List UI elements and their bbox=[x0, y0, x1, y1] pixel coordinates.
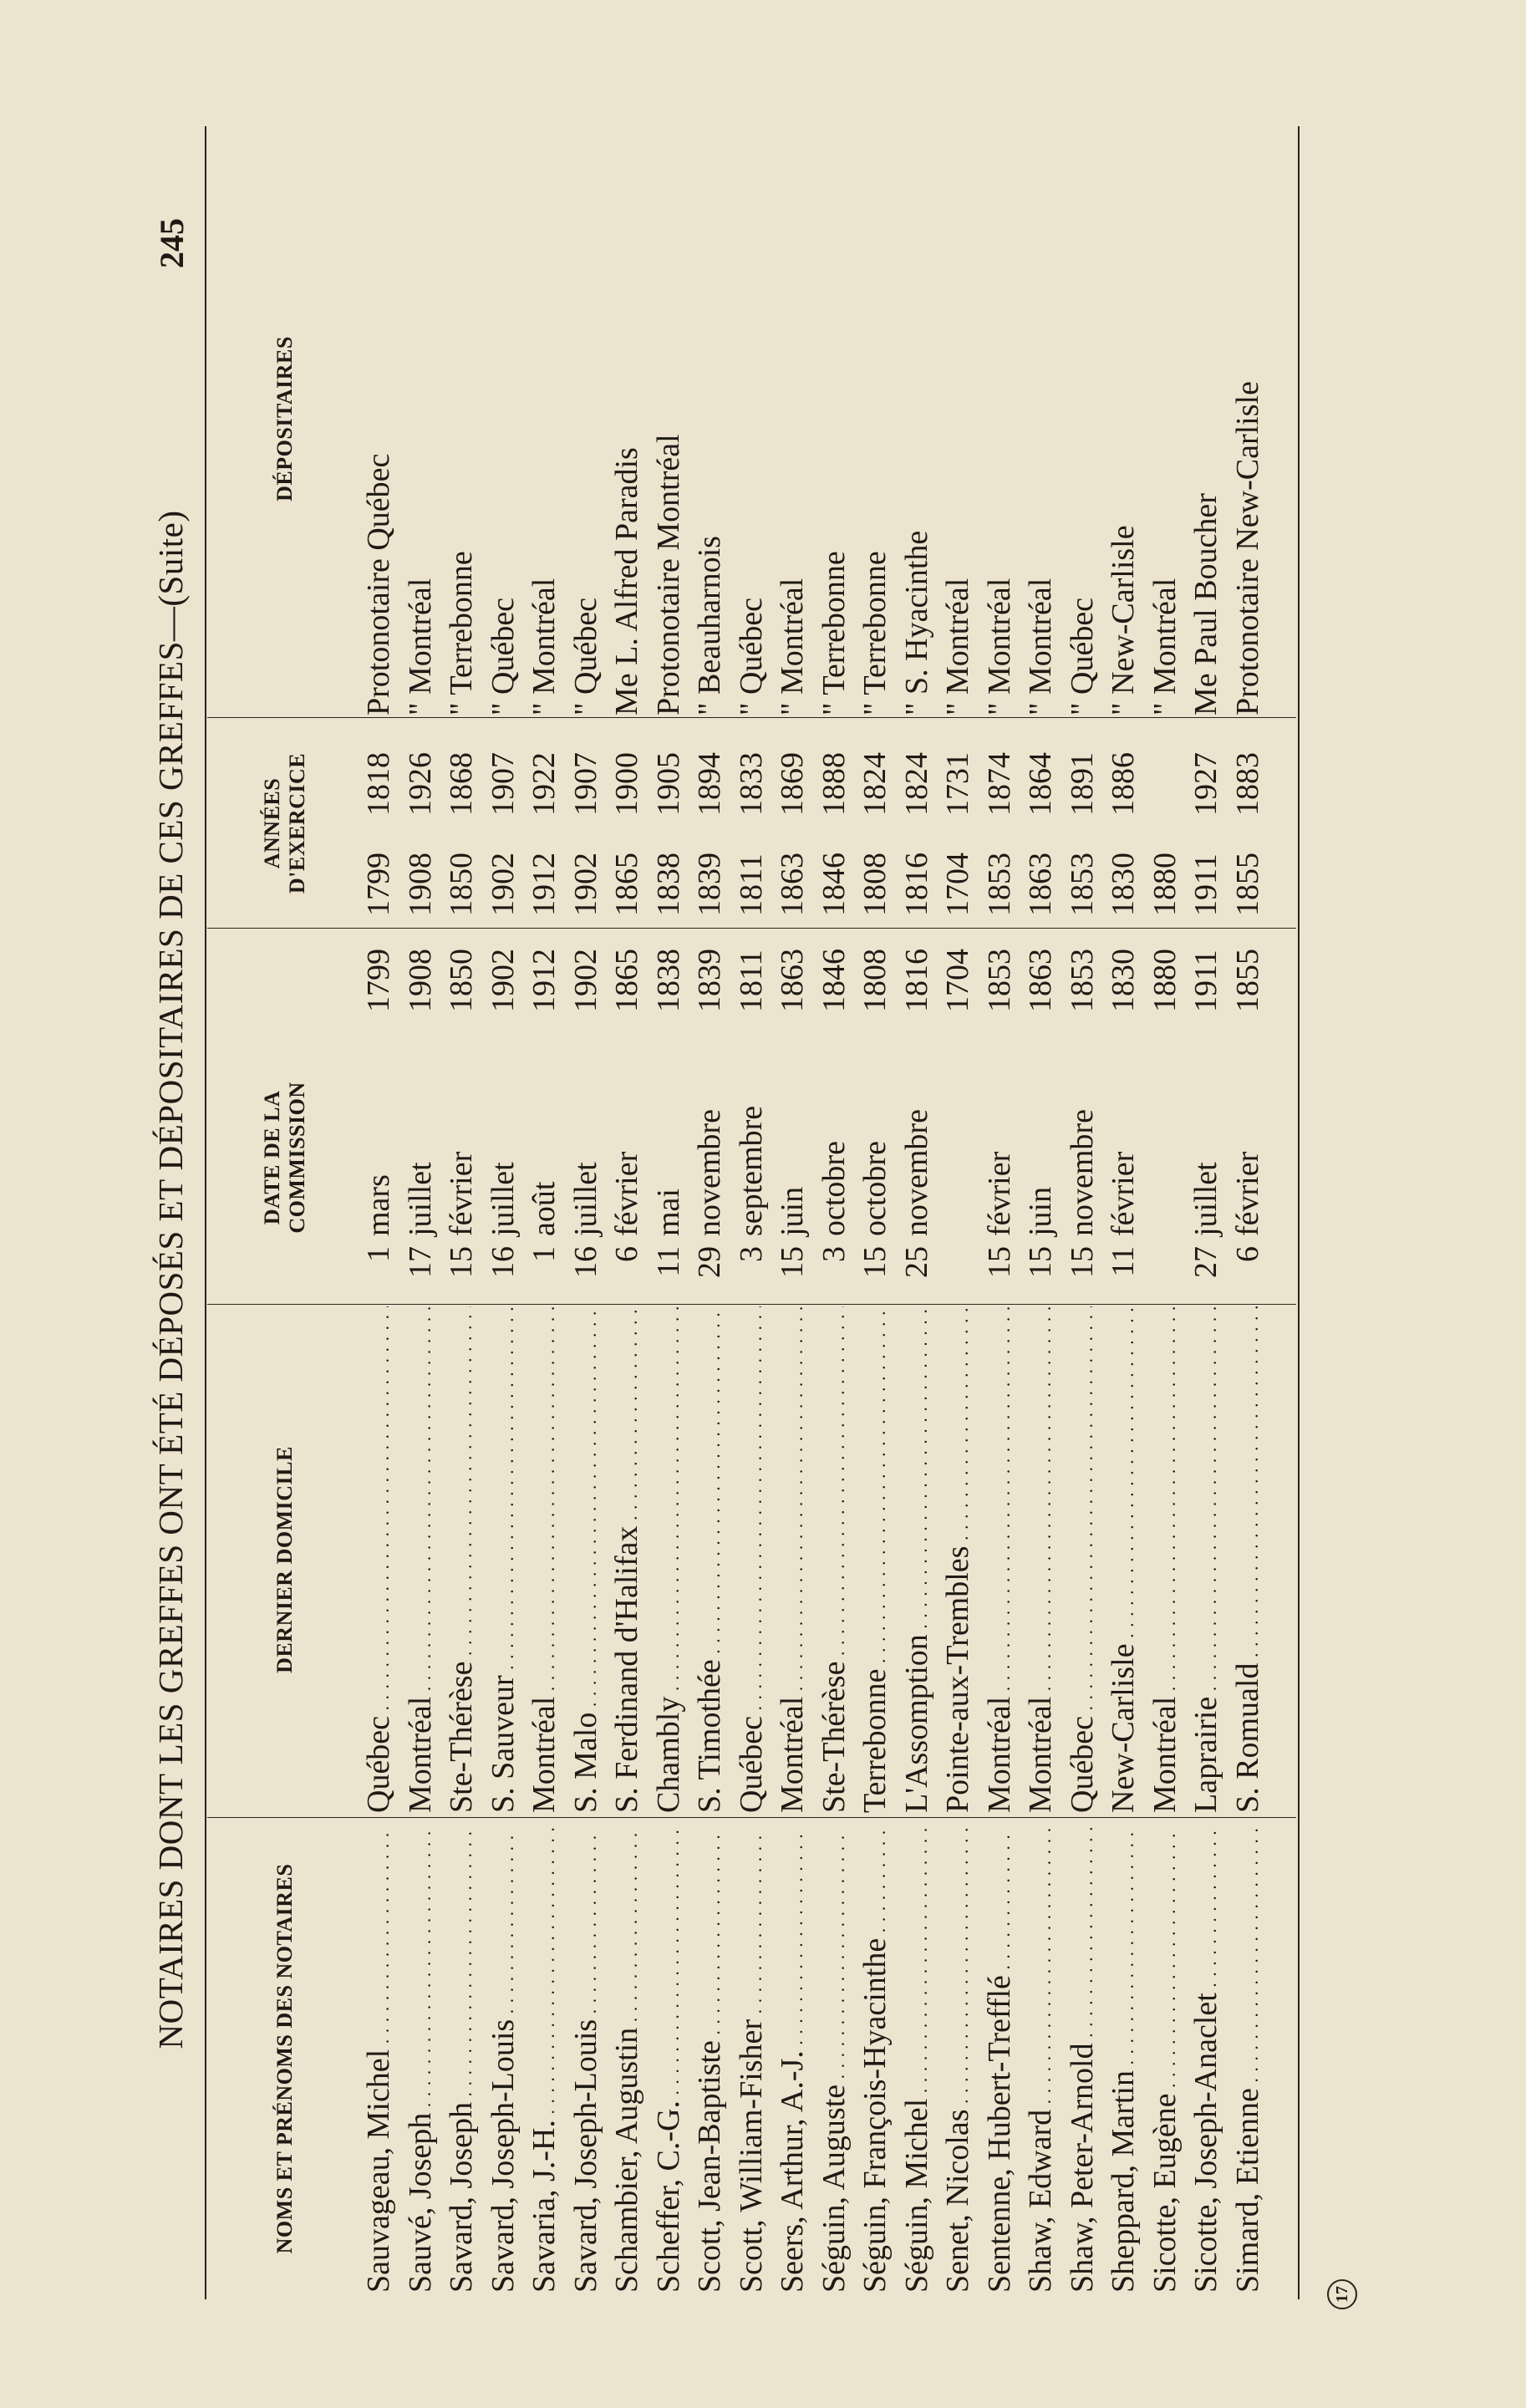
depositary: " Montréal bbox=[1023, 578, 1058, 715]
header-domicile: DERNIER DOMICILE bbox=[272, 1446, 298, 1673]
last-domicile: Québec . . . bbox=[733, 1306, 774, 1813]
commission-month: novembre bbox=[898, 1109, 934, 1236]
commission-month: août bbox=[526, 1181, 562, 1236]
exercise-end-year: 1922 bbox=[526, 752, 562, 816]
last-domicile: Pointe-aux-Trembles . . . bbox=[939, 1306, 980, 1813]
exercise-end-year: 1818 bbox=[361, 752, 396, 816]
exercise-end-year: 1926 bbox=[402, 752, 438, 816]
notary-name: Scheffer, C.-G. . . . bbox=[650, 1828, 691, 2293]
last-domicile: Québec . . . bbox=[1064, 1306, 1105, 1813]
commission-day: 3 bbox=[733, 1246, 769, 1262]
commission-month: juillet bbox=[485, 1162, 521, 1236]
depositary: Me L. Alfred Paradis bbox=[609, 447, 644, 715]
notary-name: Séguin, Michel . . . bbox=[898, 1828, 939, 2293]
commission-month: novembre bbox=[692, 1109, 727, 1236]
last-domicile: Laprairie . . . bbox=[1188, 1306, 1228, 1813]
commission-month: juillet bbox=[1188, 1162, 1223, 1236]
commission-year: 1902 bbox=[567, 949, 603, 1012]
exercise-end-year: 1886 bbox=[1106, 752, 1141, 816]
commission-year: 1863 bbox=[1023, 949, 1058, 1012]
exercise-end-year: 1869 bbox=[775, 752, 810, 816]
depositary: " Montréal bbox=[402, 578, 438, 715]
exercise-end-year: 1824 bbox=[857, 752, 893, 816]
notary-name: Shaw, Peter-Arnold . . . bbox=[1064, 1828, 1105, 2293]
last-domicile: L'Assomption . . . bbox=[898, 1306, 939, 1813]
notary-name: Savaria, J.-H. . . . bbox=[526, 1828, 567, 2293]
commission-day: 11 bbox=[650, 1246, 686, 1277]
notary-name: Schambier, Augustin . . . bbox=[608, 1828, 649, 2293]
exercise-start-year: 1799 bbox=[361, 853, 396, 916]
commission-month: février bbox=[1106, 1151, 1141, 1236]
depositary: " Beauharnois bbox=[692, 536, 727, 715]
depositary: " Montréal bbox=[526, 578, 562, 715]
commission-month: novembre bbox=[1064, 1109, 1100, 1236]
notary-name: Séguin, François-Hyacinthe . . . bbox=[857, 1828, 898, 2293]
commission-year: 1830 bbox=[1106, 949, 1141, 1012]
exercise-start-year: 1830 bbox=[1106, 853, 1141, 916]
commission-month: février bbox=[1229, 1151, 1265, 1236]
exercise-start-year: 1911 bbox=[1188, 853, 1223, 916]
exercise-start-year: 1880 bbox=[1147, 853, 1183, 916]
commission-year: 1799 bbox=[361, 949, 396, 1012]
depositary: " Québec bbox=[1064, 597, 1100, 715]
commission-month: octobre bbox=[816, 1141, 852, 1236]
last-domicile: S. Ferdinand d'Halifax . . . bbox=[608, 1306, 649, 1813]
commission-year: 1908 bbox=[402, 949, 438, 1012]
commission-day: 17 bbox=[402, 1246, 438, 1278]
commission-day: 15 bbox=[1064, 1246, 1100, 1278]
commission-year: 1902 bbox=[485, 949, 521, 1012]
exercise-end-year: 1907 bbox=[485, 752, 521, 816]
last-domicile: Montréal . . . bbox=[981, 1306, 1022, 1813]
exercise-end-year: 1883 bbox=[1229, 752, 1265, 816]
commission-day: 29 bbox=[692, 1246, 727, 1278]
table-row bbox=[358, 0, 399, 2408]
exercise-start-year: 1908 bbox=[402, 853, 438, 916]
depositary: " Québec bbox=[733, 597, 769, 715]
last-domicile: Montréal . . . bbox=[774, 1306, 815, 1813]
exercise-end-year: 1905 bbox=[650, 752, 686, 816]
exercise-start-year: 1853 bbox=[1064, 853, 1100, 916]
table-row bbox=[979, 0, 1020, 2408]
commission-month: juin bbox=[775, 1186, 810, 1236]
exercise-end-year: 1907 bbox=[567, 752, 603, 816]
commission-year: 1839 bbox=[692, 949, 727, 1012]
table-row bbox=[606, 0, 648, 2408]
page-number: 245 bbox=[153, 218, 191, 268]
notary-name: Séguin, Auguste . . . bbox=[816, 1828, 857, 2293]
last-domicile: Montréal . . . bbox=[402, 1306, 443, 1813]
commission-year: 1808 bbox=[857, 949, 893, 1012]
table-row bbox=[399, 0, 441, 2408]
depositary: " Montréal bbox=[981, 578, 1017, 715]
table-row bbox=[1185, 0, 1227, 2408]
notary-name: Sentenne, Hubert-Trefflé . . . bbox=[981, 1828, 1022, 2293]
notary-name: Sauvé, Joseph . . . bbox=[402, 1828, 443, 2293]
depositary: " Montréal bbox=[940, 578, 975, 715]
notary-name: Sauvageau, Michel . . . bbox=[360, 1828, 401, 2293]
depositary: " Montréal bbox=[1147, 578, 1183, 715]
commission-day: 16 bbox=[485, 1246, 521, 1278]
table-body bbox=[358, 0, 1268, 2408]
commission-month: février bbox=[444, 1151, 479, 1236]
commission-month: juillet bbox=[567, 1162, 603, 1236]
table-row bbox=[689, 0, 730, 2408]
exercise-start-year: 1902 bbox=[485, 853, 521, 916]
table-row bbox=[771, 0, 813, 2408]
exercise-start-year: 1816 bbox=[898, 853, 934, 916]
exercise-end-year: 1864 bbox=[1023, 752, 1058, 816]
exercise-start-year: 1808 bbox=[857, 853, 893, 916]
notary-name: Savard, Joseph-Louis . . . bbox=[567, 1828, 608, 2293]
commission-year: 1853 bbox=[1064, 949, 1100, 1012]
table-row bbox=[937, 0, 979, 2408]
exercise-end-year: 1731 bbox=[940, 752, 975, 816]
commission-day: 16 bbox=[567, 1246, 603, 1278]
notary-name: Simard, Etienne . . . bbox=[1229, 1828, 1270, 2293]
exercise-start-year: 1863 bbox=[1023, 853, 1058, 916]
table-row bbox=[896, 0, 938, 2408]
depositary: Me Paul Boucher bbox=[1188, 493, 1223, 715]
last-domicile: Québec . . . bbox=[360, 1306, 401, 1813]
commission-year: 1816 bbox=[898, 949, 934, 1012]
exercise-start-year: 1846 bbox=[816, 853, 852, 916]
depositary: " Terrebonne bbox=[857, 551, 893, 715]
exercise-start-year: 1912 bbox=[526, 853, 562, 916]
exercise-end-year: 1891 bbox=[1064, 752, 1100, 816]
last-domicile: S. Sauveur . . . bbox=[485, 1306, 526, 1813]
exercise-start-year: 1863 bbox=[775, 853, 810, 916]
exercise-end-year: 1900 bbox=[609, 752, 644, 816]
last-domicile: Montréal . . . bbox=[1147, 1306, 1188, 1813]
commission-day: 15 bbox=[981, 1246, 1017, 1278]
exercise-end-year: 1927 bbox=[1188, 752, 1223, 816]
header-names: NOMS ET PRÉNOMS DES NOTAIRES bbox=[272, 1863, 298, 2254]
commission-day: 1 bbox=[361, 1246, 396, 1262]
exercise-start-year: 1855 bbox=[1229, 853, 1265, 916]
header-commission: DATE DE LA COMMISSION bbox=[260, 1082, 309, 1234]
last-domicile: New-Carlisle . . . bbox=[1105, 1306, 1146, 1813]
table-row bbox=[813, 0, 855, 2408]
commission-year: 1863 bbox=[775, 949, 810, 1012]
depositary: " New-Carlisle bbox=[1106, 525, 1141, 715]
table-row bbox=[1102, 0, 1144, 2408]
notary-name: Sicotte, Eugène . . . bbox=[1147, 1828, 1188, 2293]
commission-month: février bbox=[981, 1151, 1017, 1236]
commission-year: 1855 bbox=[1229, 949, 1265, 1012]
table-row bbox=[730, 0, 772, 2408]
depositary: " Montréal bbox=[775, 578, 810, 715]
commission-year: 1865 bbox=[609, 949, 644, 1012]
last-domicile: Ste-Thérèse . . . bbox=[443, 1306, 484, 1813]
commission-month: mars bbox=[361, 1174, 396, 1236]
commission-day: 25 bbox=[898, 1246, 934, 1278]
depositary: " Terrebonne bbox=[444, 551, 479, 715]
table-row bbox=[648, 0, 689, 2408]
commission-year: 1704 bbox=[940, 949, 975, 1012]
depositary: " Terrebonne bbox=[816, 551, 852, 715]
notary-name: Savard, Joseph . . . bbox=[443, 1828, 484, 2293]
last-domicile: Montréal . . . bbox=[526, 1306, 567, 1813]
commission-year: 1911 bbox=[1188, 949, 1223, 1012]
depositary: " Québec bbox=[567, 597, 603, 715]
commission-day: 15 bbox=[775, 1246, 810, 1278]
commission-month: juillet bbox=[402, 1162, 438, 1236]
commission-day: 6 bbox=[1229, 1246, 1265, 1262]
exercise-end-year: 1894 bbox=[692, 752, 727, 816]
table-row bbox=[482, 0, 524, 2408]
exercise-start-year: 1865 bbox=[609, 853, 644, 916]
commission-day: 11 bbox=[1106, 1246, 1141, 1277]
commission-month: mai bbox=[650, 1189, 686, 1236]
commission-day: 15 bbox=[444, 1246, 479, 1278]
commission-year: 1811 bbox=[733, 949, 769, 1012]
signature-mark: 17 bbox=[1327, 2279, 1357, 2309]
last-domicile: Ste-Thérèse . . . bbox=[816, 1306, 857, 1813]
exercise-end-year: 1824 bbox=[898, 752, 934, 816]
commission-day: 15 bbox=[857, 1246, 893, 1278]
notary-name: Scott, Jean-Baptiste . . . bbox=[691, 1828, 732, 2293]
table-row bbox=[854, 0, 896, 2408]
last-domicile: S. Malo . . . bbox=[567, 1306, 608, 1813]
commission-day: 15 bbox=[1023, 1246, 1058, 1278]
notary-name: Shaw, Edward . . . bbox=[1022, 1828, 1063, 2293]
header-exercice: ANNÉES D'EXERCICE bbox=[260, 752, 309, 894]
table-row bbox=[1061, 0, 1103, 2408]
table-row bbox=[523, 0, 565, 2408]
exercise-start-year: 1704 bbox=[940, 853, 975, 916]
exercise-end-year: 1888 bbox=[816, 752, 852, 816]
exercise-start-year: 1811 bbox=[733, 853, 769, 916]
table-row bbox=[1020, 0, 1061, 2408]
commission-month: juin bbox=[1023, 1186, 1058, 1236]
commission-year: 1838 bbox=[650, 949, 686, 1012]
table-row bbox=[440, 0, 482, 2408]
last-domicile: Chambly . . . bbox=[650, 1306, 691, 1813]
table-row bbox=[565, 0, 607, 2408]
notary-name: Sicotte, Joseph-Anaclet . . . bbox=[1188, 1828, 1228, 2293]
commission-year: 1846 bbox=[816, 949, 852, 1012]
exercise-start-year: 1839 bbox=[692, 853, 727, 916]
depositary: Protonotaire Montréal bbox=[650, 434, 686, 715]
depositary: " S. Hyacinthe bbox=[898, 530, 934, 715]
commission-year: 1880 bbox=[1147, 949, 1183, 1012]
depositary: Protonotaire New-Carlisle bbox=[1229, 381, 1265, 715]
last-domicile: Terrebonne . . . bbox=[857, 1306, 898, 1813]
notary-name: Savard, Joseph-Louis . . . bbox=[485, 1828, 526, 2293]
exercise-start-year: 1853 bbox=[981, 853, 1017, 916]
exercise-start-year: 1902 bbox=[567, 853, 603, 916]
header-depositaires: DÉPOSITAIRES bbox=[272, 336, 298, 501]
exercise-end-year: 1874 bbox=[981, 752, 1017, 816]
commission-year: 1853 bbox=[981, 949, 1017, 1012]
notary-name: Scott, William-Fisher . . . bbox=[733, 1828, 774, 2293]
page-title: NOTAIRES DONT LES GREFFES ONT ÉTÉ DÉPOSÉS ET DÉPOSITAIRES DE CES GREFFES—(Suite) bbox=[151, 510, 190, 2049]
exercise-end-year: 1833 bbox=[733, 752, 769, 816]
table-row bbox=[1144, 0, 1186, 2408]
commission-year: 1912 bbox=[526, 949, 562, 1012]
table-top-rule bbox=[205, 126, 206, 2299]
exercise-start-year: 1850 bbox=[444, 853, 479, 916]
last-domicile: S. Romuald . . . bbox=[1229, 1306, 1270, 1813]
commission-day: 1 bbox=[526, 1246, 562, 1262]
commission-month: septembre bbox=[733, 1105, 769, 1236]
exercise-start-year: 1838 bbox=[650, 853, 686, 916]
table-bottom-rule bbox=[1298, 126, 1300, 2299]
exercise-end-year: 1868 bbox=[444, 752, 479, 816]
notary-name: Senet, Nicolas . . . bbox=[939, 1828, 980, 2293]
commission-day: 27 bbox=[1188, 1246, 1223, 1278]
commission-day: 3 bbox=[816, 1246, 852, 1262]
last-domicile: Montréal . . . bbox=[1022, 1306, 1063, 1813]
notary-name: Sheppard, Martin . . . bbox=[1105, 1828, 1146, 2293]
depositary: Protonotaire Québec bbox=[361, 453, 396, 715]
notary-name: Seers, Arthur, A.-J. . . . bbox=[774, 1828, 815, 2293]
commission-month: octobre bbox=[857, 1141, 893, 1236]
depositary: " Québec bbox=[485, 597, 521, 715]
commission-month: février bbox=[609, 1151, 644, 1236]
last-domicile: S. Timothée . . . bbox=[691, 1306, 732, 1813]
commission-year: 1850 bbox=[444, 949, 479, 1012]
commission-day: 6 bbox=[609, 1246, 644, 1262]
table-row bbox=[1227, 0, 1269, 2408]
